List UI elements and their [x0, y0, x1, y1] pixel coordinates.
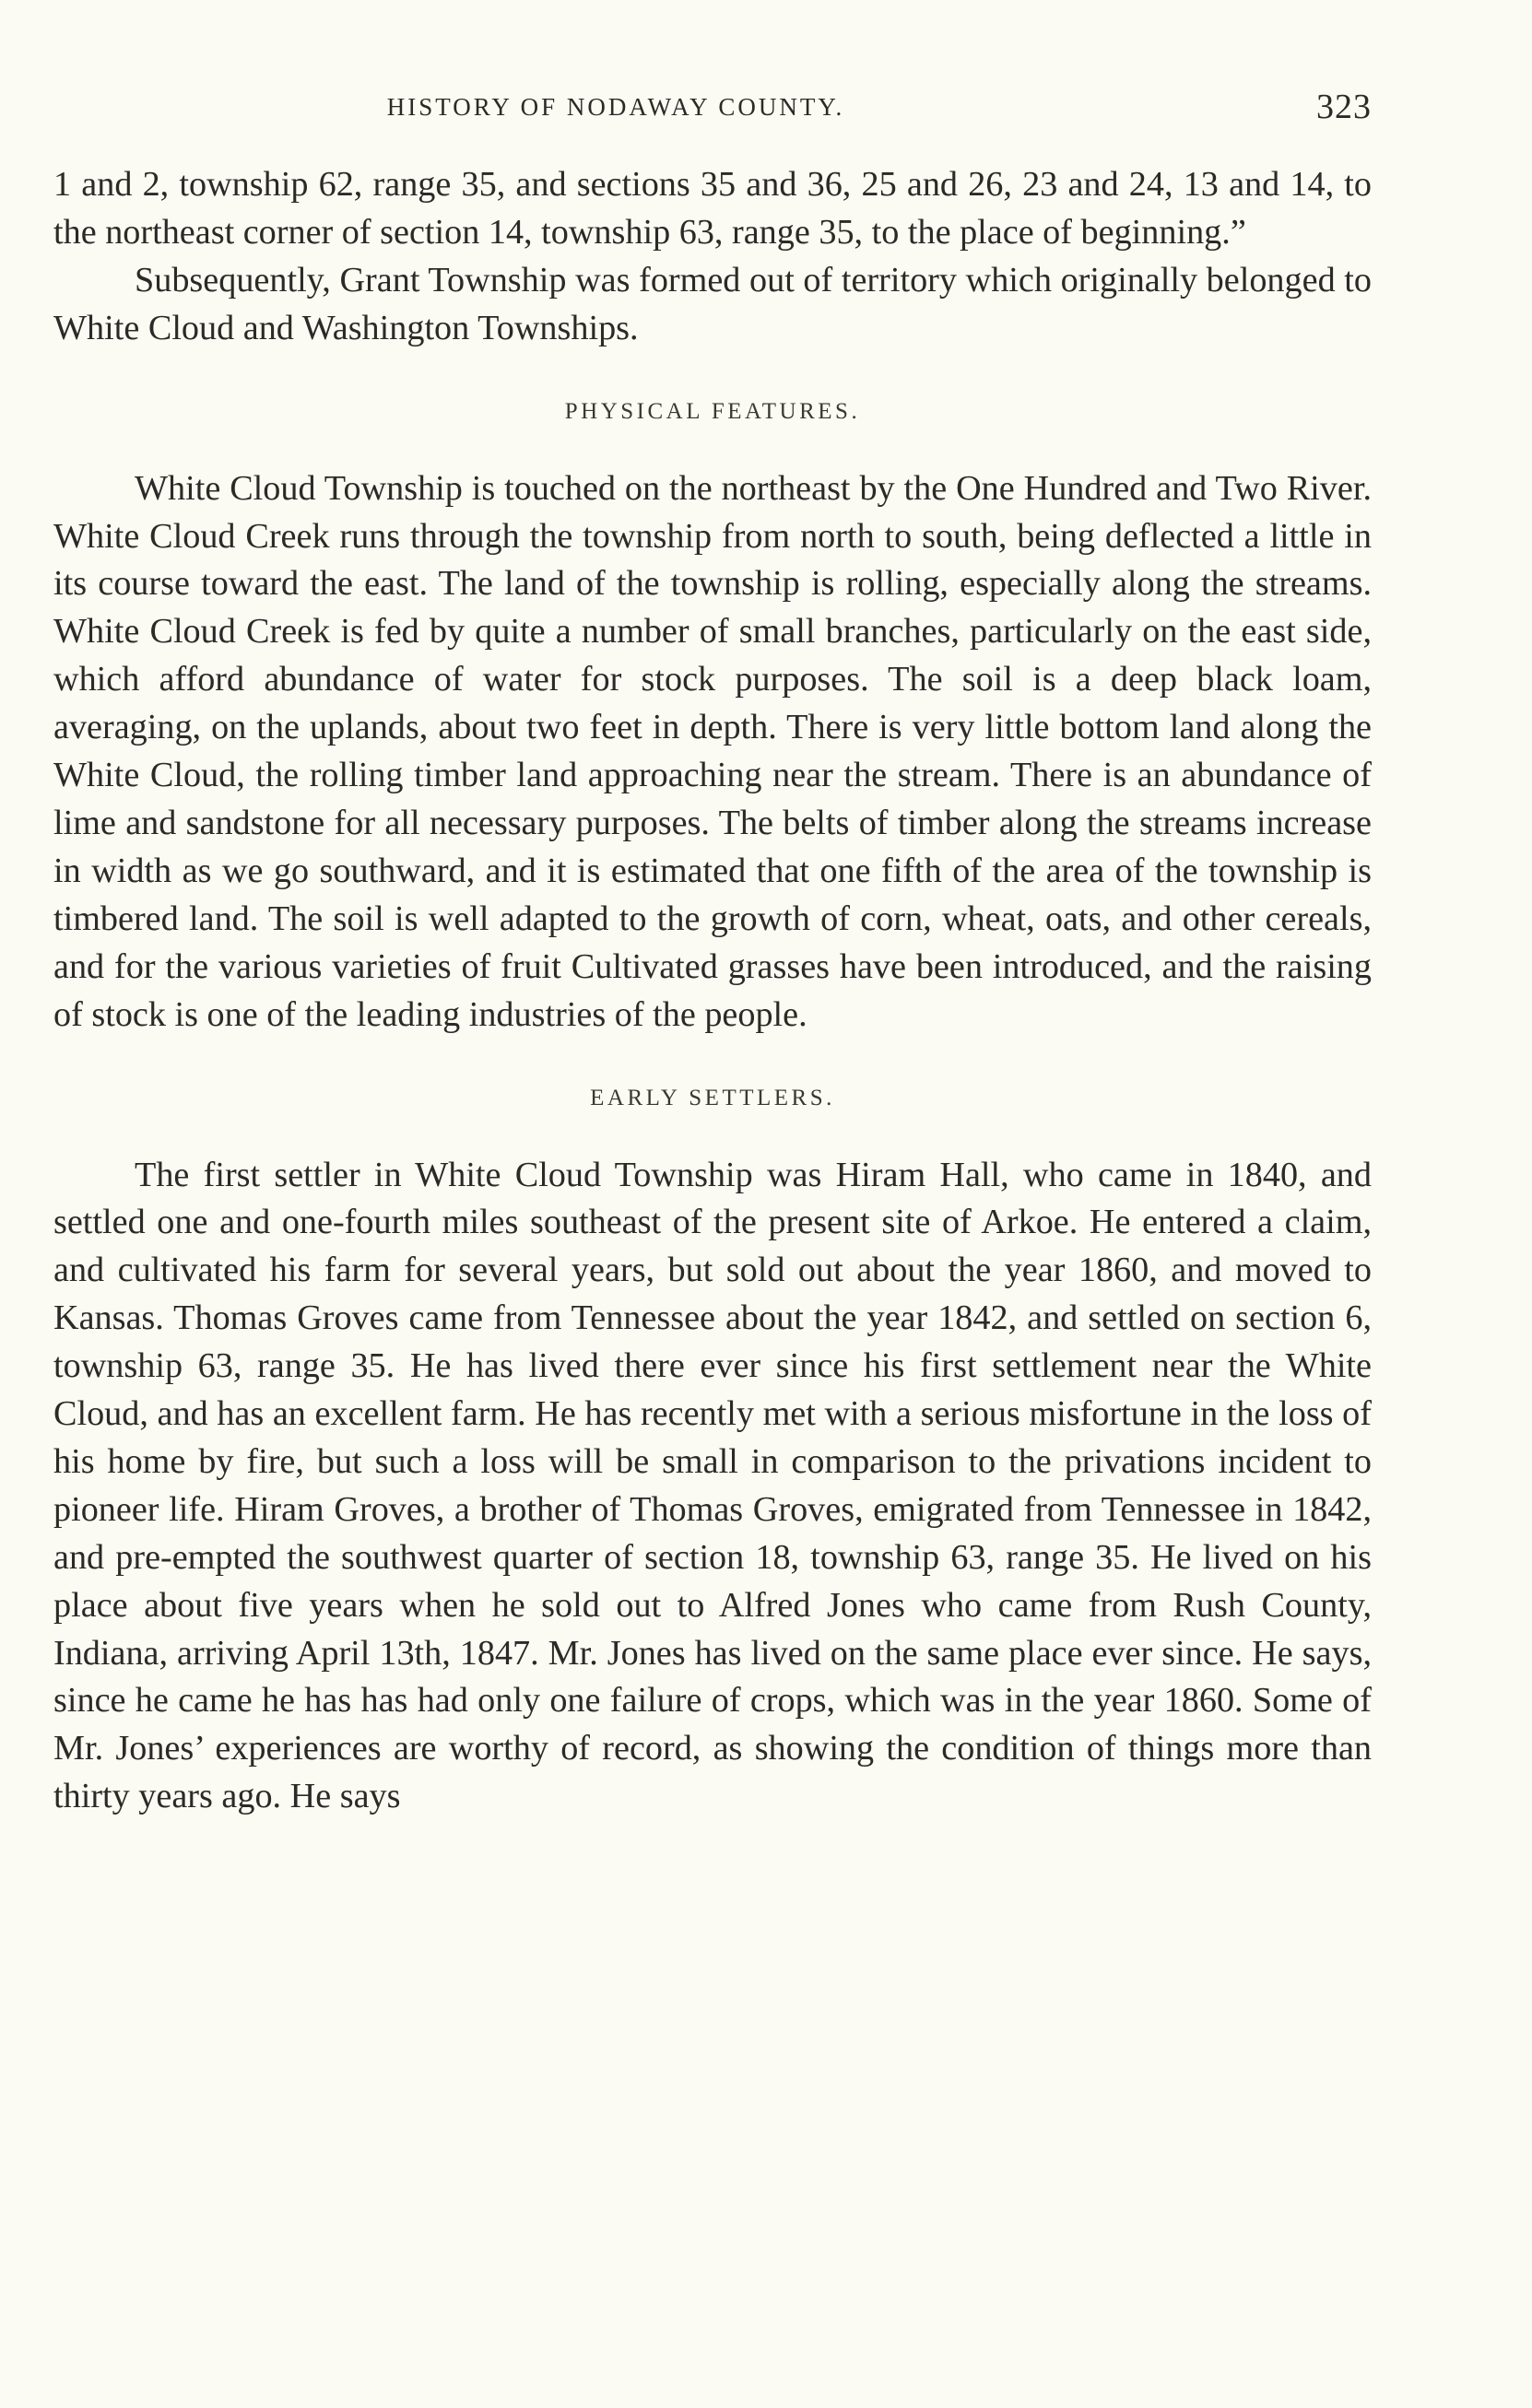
paragraph-grant-township: Subsequently, Grant Township was formed out of territory which originally belonged to White Cloud and Washington Townships.: [53, 260, 1372, 347]
paragraph-continuation: 1 and 2, township 62, range 35, and sections 35 and 36, 25 and 26, 23 and 24, 13 and 14, to the northeast corner of section 14, township 63, range 35, to the place of beginning.”: [53, 165, 1372, 252]
paragraph-early-settlers: The first settler in White Cloud Township was Hiram Hall, who came in 1840, and settled one and one-fourth miles southeast of the present site of Arkoe. He entered a claim, and cultivated his farm for several years, but sold out about the year 1860, and moved to Kansas. Thomas Groves came from Tennessee about the year 1842, and settled on section 6, township 63, range 35. He has lived there ever since his first settlement near the White Cloud, and has an excellent farm. He has recently met with a serious misfortune in the loss of his home by fire, but such a loss will be small in comparison to the privations incident to pioneer life. Hiram Groves, a brother of Thomas Groves, emigrated from Tennessee in 1842, and pre-empted the southwest quarter of section 18, township 63, range 35. He lived on his place about five years when he sold out to Alfred Jones who came from Rush County, Indiana, arriving April 13th, 1847. Mr. Jones has lived on the same place ever since. He says, since he came he has has had only one failure of crops, which was in the year 1860. Some of Mr. Jones’ experiences are worthy of record, as showing the condition of things more than thirty years ago. He says: [53, 1155, 1372, 1816]
paragraph-physical-features: White Cloud Township is touched on the northeast by the One Hundred and Two River. White Cloud Creek runs through the township from north to south, being deflected a little in its course toward the east. The land of the township is rolling, especially along the streams. White Cloud Creek is fed by quite a number of small branches, particularly on the east side, which afford abundance of water for stock purposes. The soil is a deep black loam, averaging, on the uplands, about two feet in depth. There is very little bottom land along the White Cloud, the rolling timber land approaching near the stream. There is an abundance of lime and sandstone for all necessary purposes. The belts of timber along the streams increase in width as we go southward, and it is estimated that one fifth of the area of the township is timbered land. The soil is well adapted to the growth of corn, wheat, oats, and other cereals, and for the various varieties of fruit Cultivated grasses have been introduced, and the raising of stock is one of the leading industries of the people.: [53, 468, 1372, 1034]
running-title: HISTORY OF NODAWAY COUNTY.: [386, 93, 845, 121]
section-heading-early-settlers: EARLY SETTLERS.: [590, 1085, 835, 1110]
body-text: [53, 161, 1372, 1821]
section-heading-physical-features: PHYSICAL FEATURES.: [564, 398, 861, 424]
page-number: 323: [1316, 88, 1372, 126]
running-head: [53, 81, 1372, 133]
